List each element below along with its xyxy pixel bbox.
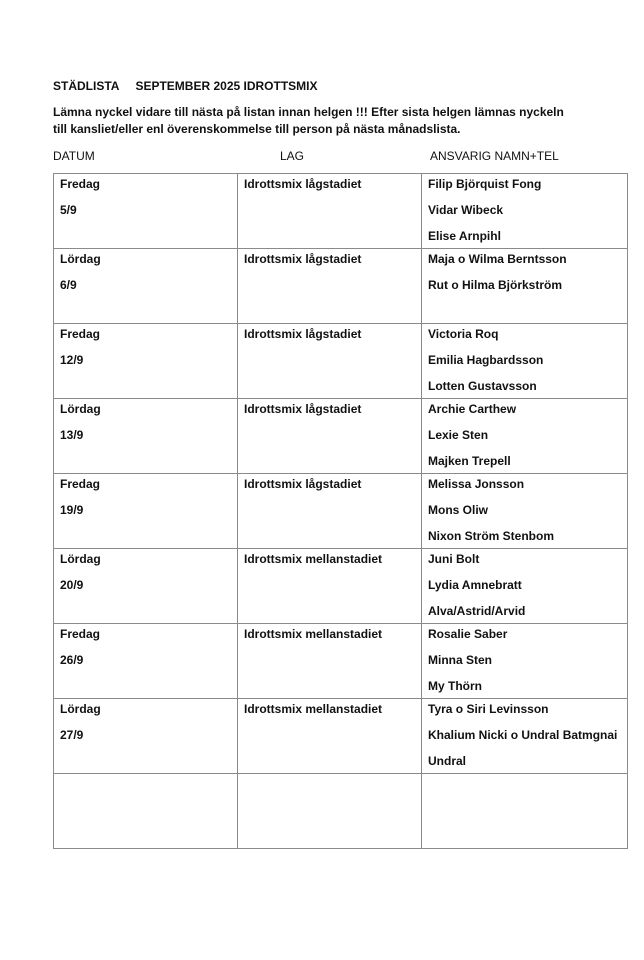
date-label: 20/9	[60, 578, 84, 592]
cleaning-schedule-table	[53, 173, 628, 849]
date-cell	[54, 774, 238, 849]
date-cell	[54, 399, 238, 474]
day-label: Lördag	[60, 252, 101, 266]
table-row	[54, 699, 628, 774]
instructions-line-1: Lämna nyckel vidare till nästa på listan innan helgen !!! Efter sista helgen lämnas nyckeln	[53, 105, 564, 119]
date-cell	[54, 249, 238, 324]
date-label: 19/9	[60, 503, 84, 517]
responsible-name: Vidar Wibeck	[428, 203, 504, 217]
team-cell	[238, 174, 422, 249]
team-label: Idrottsmix lågstadiet	[244, 177, 362, 191]
table-row	[54, 549, 628, 624]
responsible-cell	[422, 249, 628, 324]
date-label: 5/9	[60, 203, 77, 217]
table-row	[54, 249, 628, 324]
date-cell	[54, 474, 238, 549]
date-cell	[54, 624, 238, 699]
day-label: Fredag	[60, 327, 101, 341]
date-label: 6/9	[60, 278, 77, 292]
responsible-name: Rut o Hilma Björkström	[428, 278, 563, 292]
responsible-name: Emilia Hagbardsson	[428, 353, 544, 367]
responsible-name: Tyra o Siri Levinsson	[428, 702, 549, 716]
responsible-cell	[422, 324, 628, 399]
team-cell	[238, 474, 422, 549]
responsible-cell	[422, 474, 628, 549]
date-cell	[54, 699, 238, 774]
responsible-name: Minna Sten	[428, 653, 493, 667]
responsible-name: Elise Arnpihl	[428, 229, 501, 243]
responsible-cell	[422, 624, 628, 699]
table-row	[54, 399, 628, 474]
team-label: Idrottsmix mellanstadiet	[244, 627, 383, 641]
date-label: 12/9	[60, 353, 84, 367]
team-cell	[238, 249, 422, 324]
responsible-cell	[422, 174, 628, 249]
table-row	[54, 324, 628, 399]
page-title	[53, 79, 318, 93]
team-label: Idrottsmix mellanstadiet	[244, 702, 383, 716]
day-label: Lördag	[60, 552, 101, 566]
table-row	[54, 174, 628, 249]
list-title: STÄDLISTA	[53, 79, 120, 93]
table-row	[54, 624, 628, 699]
column-header-date: DATUM	[53, 149, 95, 163]
date-cell	[54, 324, 238, 399]
responsible-name: Lydia Amnebratt	[428, 578, 522, 592]
date-label: 13/9	[60, 428, 84, 442]
instructions-line-2: till kansliet/eller enl överenskommelse till person på nästa månadslista.	[53, 122, 461, 136]
responsible-name: Lotten Gustavsson	[428, 379, 537, 393]
responsible-cell	[422, 774, 628, 849]
responsible-name: Majken Trepell	[428, 454, 511, 468]
team-cell	[238, 624, 422, 699]
date-cell	[54, 549, 238, 624]
team-cell	[238, 699, 422, 774]
responsible-name: Nixon Ström Stenbom	[428, 529, 555, 543]
team-label: Idrottsmix lågstadiet	[244, 327, 362, 341]
responsible-name: Rosalie Saber	[428, 627, 508, 641]
team-label: Idrottsmix lågstadiet	[244, 477, 362, 491]
responsible-name: My Thörn	[428, 679, 482, 693]
responsible-name: Mons Oliw	[428, 503, 488, 517]
responsible-name: Alva/Astrid/Arvid	[428, 604, 526, 618]
day-label: Lördag	[60, 402, 101, 416]
team-cell	[238, 549, 422, 624]
team-cell	[238, 399, 422, 474]
responsible-name: Archie Carthew	[428, 402, 517, 416]
column-header-team: LAG	[280, 149, 305, 163]
responsible-cell	[422, 699, 628, 774]
responsible-name: Maja o Wilma Berntsson	[428, 252, 567, 266]
team-label: Idrottsmix lågstadiet	[244, 252, 362, 266]
instructions	[53, 104, 633, 138]
responsible-name: Melissa Jonsson	[428, 477, 525, 491]
team-cell	[238, 324, 422, 399]
date-label: 26/9	[60, 653, 84, 667]
day-label: Lördag	[60, 702, 101, 716]
responsible-name: Victoria Roq	[428, 327, 499, 341]
table-row	[54, 474, 628, 549]
responsible-cell	[422, 399, 628, 474]
day-label: Fredag	[60, 627, 101, 641]
responsible-name: Undral	[428, 754, 467, 768]
column-header-responsible: ANSVARIG NAMN+TEL	[430, 149, 559, 163]
day-label: Fredag	[60, 177, 101, 191]
team-cell	[238, 774, 422, 849]
responsible-name: Khalium Nicki o Undral Batmgnai	[428, 728, 618, 742]
responsible-name: Juni Bolt	[428, 552, 480, 566]
table-row-empty	[54, 774, 628, 849]
team-label: Idrottsmix mellanstadiet	[244, 552, 383, 566]
date-label: 27/9	[60, 728, 84, 742]
team-label: Idrottsmix lågstadiet	[244, 402, 362, 416]
responsible-name: Filip Björquist Fong	[428, 177, 542, 191]
list-subtitle: SEPTEMBER 2025 IDROTTSMIX	[135, 79, 318, 93]
responsible-name: Lexie Sten	[428, 428, 489, 442]
day-label: Fredag	[60, 477, 101, 491]
responsible-cell	[422, 549, 628, 624]
date-cell	[54, 174, 238, 249]
